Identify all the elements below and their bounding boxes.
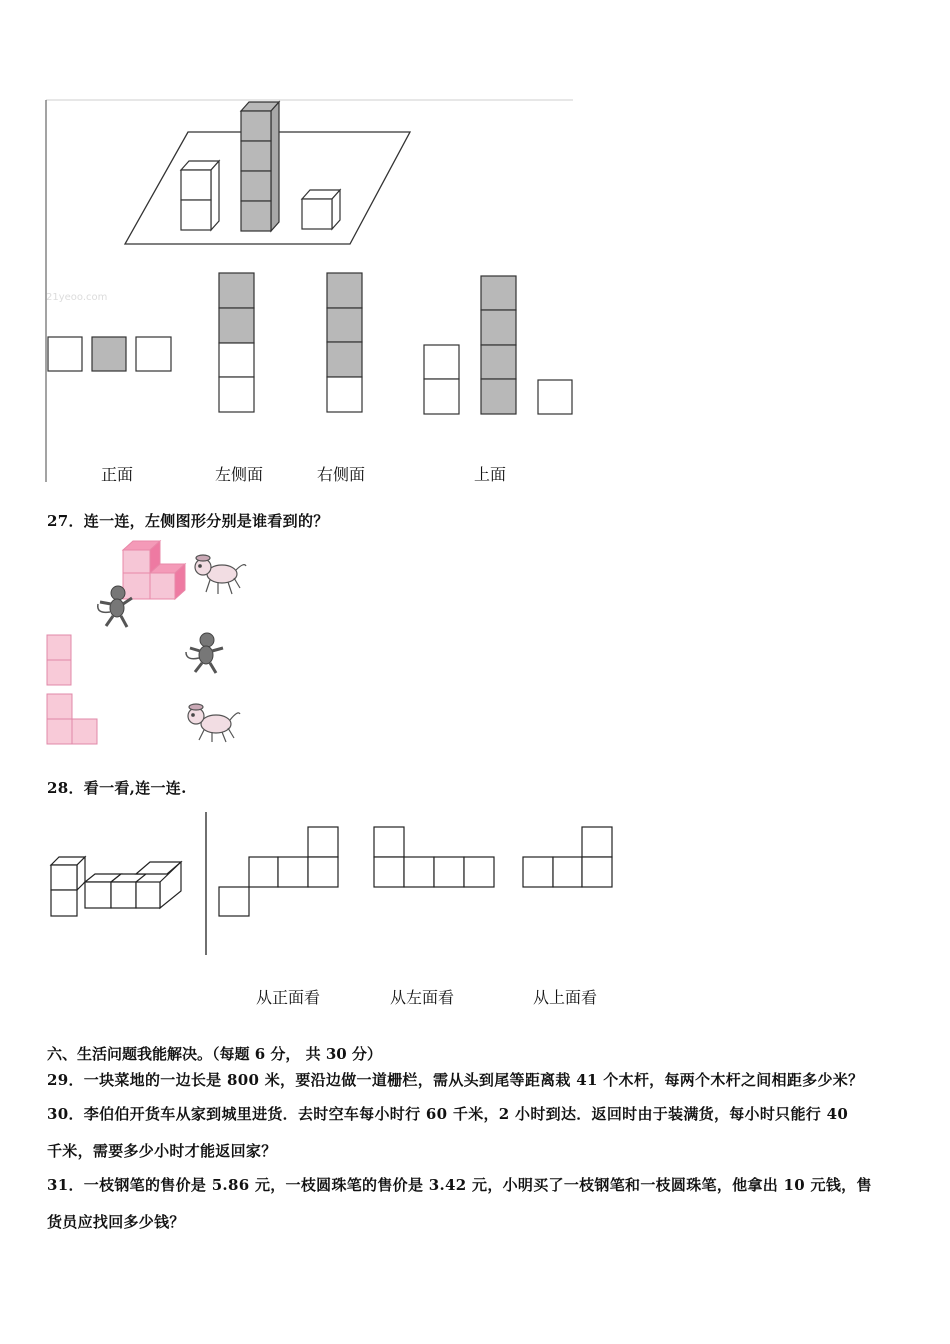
view-vertical-two xyxy=(47,635,71,685)
white-cube-stack-2 xyxy=(181,161,219,230)
dog-icon xyxy=(195,555,246,594)
figure-cube-views xyxy=(40,95,600,485)
figure-q28 xyxy=(40,808,620,958)
pink-cube-shape xyxy=(123,541,185,599)
dog-icon-right xyxy=(188,704,240,742)
question-30-line-1: 30．李伯伯开货车从家到城里进货．去时空车每小时行 60 千米，2 小时到达．返回时由于装满货，每小时只能行 40 xyxy=(47,1105,849,1123)
caption-from-left: 从左面看 xyxy=(390,988,455,1007)
question-29: 29．一块菜地的一边长是 800 米，要沿边做一道栅栏，需从头到尾等距离栽 41 个木杆，每两个木杆之间相距多少米？ xyxy=(47,1071,864,1089)
caption-right-side: 右侧面 xyxy=(317,465,366,484)
view-option-3 xyxy=(327,273,362,412)
caption-from-top: 从上面看 xyxy=(533,988,598,1007)
question-27: 27．连一连，左侧图形分别是谁看到的？ xyxy=(47,512,329,530)
monkey-icon-right xyxy=(186,633,223,673)
watermark: 21yeoo.com xyxy=(46,292,108,303)
view-c xyxy=(523,827,612,887)
caption-front: 正面 xyxy=(101,465,134,484)
figure-q27 xyxy=(40,535,260,750)
question-30-line-2: 千米，需要多少小时才能返回家？ xyxy=(47,1142,277,1160)
view-a xyxy=(219,827,338,916)
view-option-1 xyxy=(48,337,171,371)
caption-from-front: 从正面看 xyxy=(256,988,321,1007)
view-l-shape xyxy=(47,694,97,744)
caption-top: 上面 xyxy=(474,465,507,484)
gray-cube-stack-4 xyxy=(241,102,279,231)
view-option-2 xyxy=(219,273,254,412)
view-b xyxy=(374,827,494,887)
section-6-title: 六、生活问题我能解决。（每题 6 分， 共 30 分） xyxy=(47,1045,382,1063)
question-31-line-2: 货员应找回多少钱？ xyxy=(47,1213,185,1231)
view-option-4 xyxy=(424,276,572,414)
white-cube-single xyxy=(302,190,340,229)
caption-left-side: 左侧面 xyxy=(215,465,264,484)
question-31-line-1: 31．一枝钢笔的售价是 5.86 元，一枝圆珠笔的售价是 3.42 元，小明买了一枝钢笔和一枝圆珠笔，他拿出 10 元钱，售 xyxy=(47,1176,872,1194)
question-28: 28．看一看,连一连. xyxy=(47,779,187,797)
cube-solid xyxy=(51,857,181,916)
